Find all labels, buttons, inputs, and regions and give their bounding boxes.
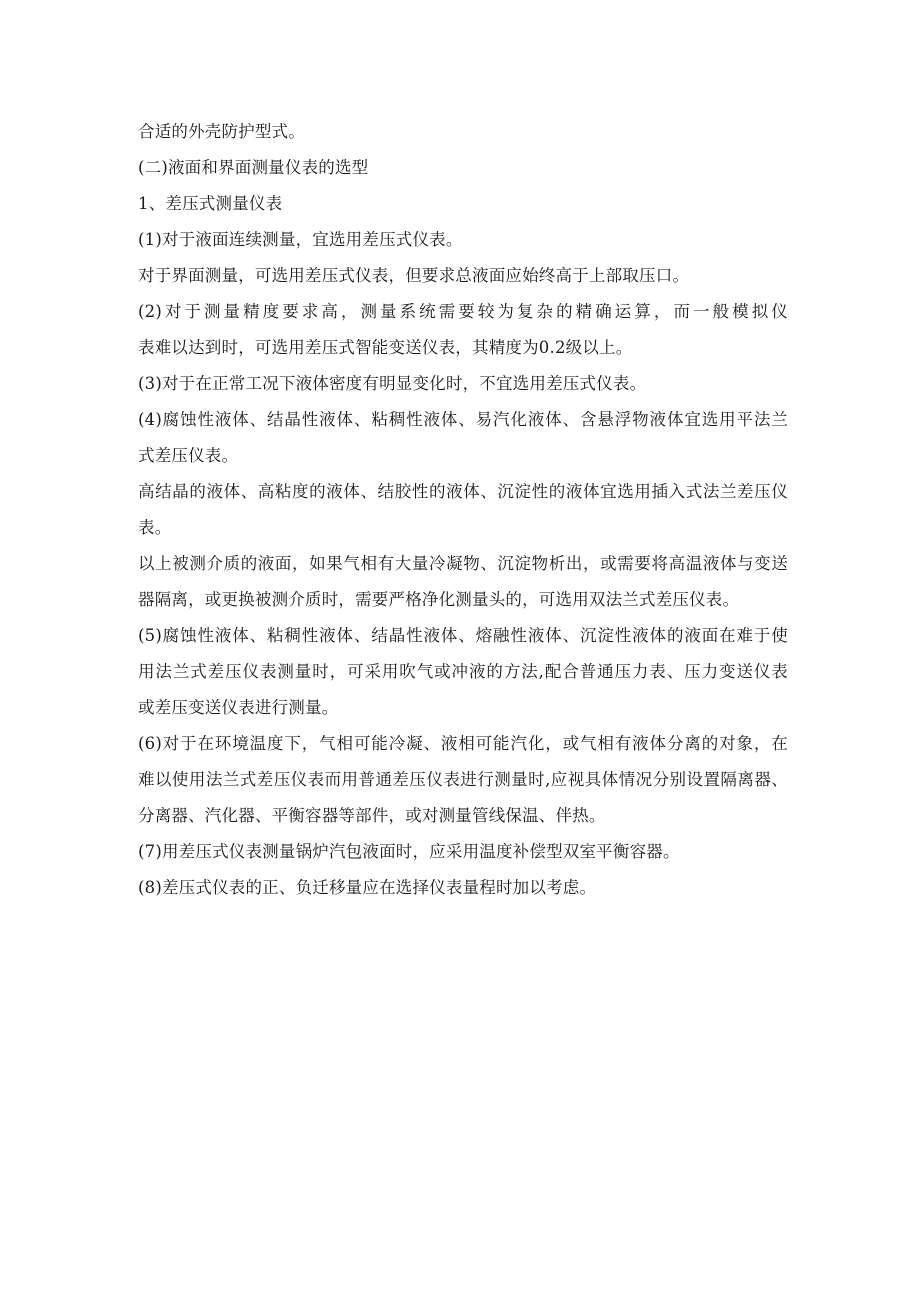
paragraph-line: (1)对于液面连续测量，宜选用差压式仪表。 [138, 230, 463, 249]
paragraph-line: 表难以达到时，可选用差压式智能变送仪表，其精度为0.2级以上。 [138, 338, 633, 357]
paragraph-line: (6)对于在环境温度下，气相可能冷凝、液相可能汽化，或气相有液体分离的对象，在 [138, 734, 788, 753]
paragraph-line: 高结晶的液体、高粘度的液体、结胶性的液体、沉淀性的液体宜选用插入式法兰差压仪 [138, 482, 788, 501]
paragraph-line: (3)对于在正常工况下液体密度有明显变化时，不宜选用差压式仪表。 [138, 374, 647, 393]
paragraph-line: 器隔离，或更换被测介质时，需要严格净化测量头的，可选用双法兰式差压仪表。 [138, 590, 740, 609]
paragraph-line: (7)用差压式仪表测量锅炉汽包液面时，应采用温度补偿型双室平衡容器。 [138, 842, 680, 861]
paragraph-line: 分离器、汽化器、平衡容器等部件，或对测量管线保温、伴热。 [138, 806, 606, 825]
paragraph-line: 式差压仪表。 [138, 446, 239, 465]
paragraph-line: (8)差压式仪表的正、负迁移量应在选择仪表量程时加以考虑。 [138, 878, 597, 897]
paragraph-line: 以上被测介质的液面，如果气相有大量冷凝物、沉淀物析出，或需要将高温液体与变送 [138, 554, 788, 573]
paragraph-line: (4)腐蚀性液体、结晶性液体、粘稠性液体、易汽化液体、含悬浮物液体宜选用平法兰 [138, 410, 788, 429]
subsection-heading: 1、差压式测量仪表 [138, 194, 283, 213]
paragraph-line: 表。 [138, 518, 172, 537]
paragraph-line: (5)腐蚀性液体、粘稠性液体、结晶性液体、熔融性液体、沉淀性液体的液面在难于使 [138, 626, 788, 645]
document-body [138, 114, 788, 906]
paragraph-line: 用法兰式差压仪表测量时，可采用吹气或冲液的方法,配合普通压力表、压力变送仪表 [138, 662, 788, 681]
section-heading: (二)液面和界面测量仪表的选型 [138, 158, 369, 177]
paragraph-line: 对于界面测量，可选用差压式仪表，但要求总液面应始终高于上部取压口。 [138, 266, 690, 285]
paragraph-line: 合适的外壳防护型式。 [138, 122, 305, 141]
paragraph-line: 难以使用法兰式差压仪表而用普通差压仪表进行测量时,应视具体情况分别设置隔离器、 [138, 770, 788, 789]
paragraph-line: 或差压变送仪表进行测量。 [138, 698, 339, 717]
paragraph-line: (2)对于测量精度要求高，测量系统需要较为复杂的精确运算，而一般模拟仪 [138, 302, 788, 321]
